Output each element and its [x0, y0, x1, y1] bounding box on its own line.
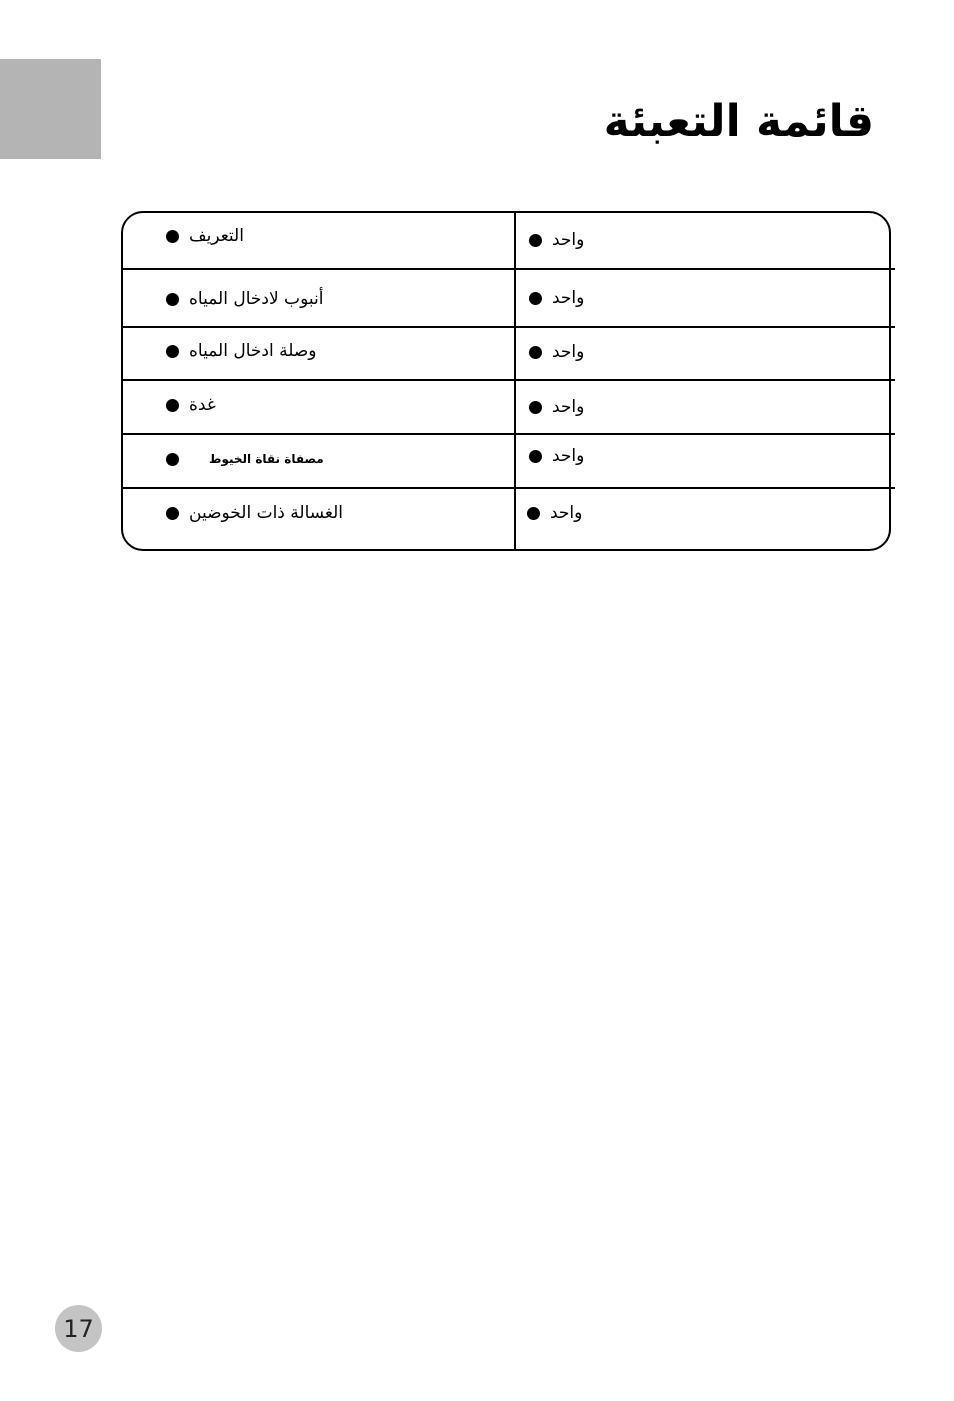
item-quantity: واحد	[552, 342, 585, 362]
row-divider	[121, 433, 895, 435]
row-divider	[121, 268, 895, 270]
item-name-cell	[166, 390, 216, 420]
item-quantity-cell	[527, 498, 582, 528]
item-quantity: واحد	[552, 288, 585, 308]
bullet-icon	[166, 399, 179, 412]
item-name: مصفاة نقاة الخيوط	[209, 452, 324, 466]
item-name-cell	[166, 284, 323, 314]
column-divider	[514, 211, 516, 551]
item-name: وصلة ادخال المياه	[189, 341, 317, 361]
bullet-icon	[166, 230, 179, 243]
item-name: الغسالة ذات الخوضين	[189, 503, 344, 523]
item-name-cell	[166, 336, 316, 366]
bullet-icon	[529, 292, 542, 305]
bullet-icon	[527, 507, 540, 520]
item-name-cell	[166, 221, 244, 251]
item-name: أنبوب لادخال المياه	[189, 289, 324, 309]
bullet-icon	[529, 401, 542, 414]
section-tab	[0, 59, 101, 159]
bullet-icon	[166, 345, 179, 358]
item-name: التعريف	[189, 226, 244, 246]
row-divider	[121, 326, 895, 328]
bullet-icon	[166, 453, 179, 466]
row-divider	[121, 487, 895, 489]
item-name: غدة	[189, 395, 216, 415]
page-number-badge: 17	[55, 1305, 102, 1352]
bullet-icon	[529, 346, 542, 359]
bullet-icon	[529, 234, 542, 247]
item-name-cell	[166, 498, 343, 528]
bullet-icon	[529, 450, 542, 463]
item-quantity-cell	[529, 225, 584, 255]
item-quantity: واحد	[552, 230, 585, 250]
item-quantity: واحد	[550, 503, 583, 523]
item-quantity: واحد	[552, 446, 585, 466]
bullet-icon	[166, 507, 179, 520]
item-quantity-cell	[529, 441, 584, 471]
row-divider	[121, 379, 895, 381]
item-quantity-cell	[529, 392, 584, 422]
item-name-cell	[166, 444, 324, 474]
packing-list-table	[121, 211, 891, 551]
item-quantity: واحد	[552, 397, 585, 417]
item-quantity-cell	[529, 337, 584, 367]
page-title: قائمة التعبئة	[603, 96, 874, 147]
item-quantity-cell	[529, 283, 584, 313]
bullet-icon	[166, 293, 179, 306]
